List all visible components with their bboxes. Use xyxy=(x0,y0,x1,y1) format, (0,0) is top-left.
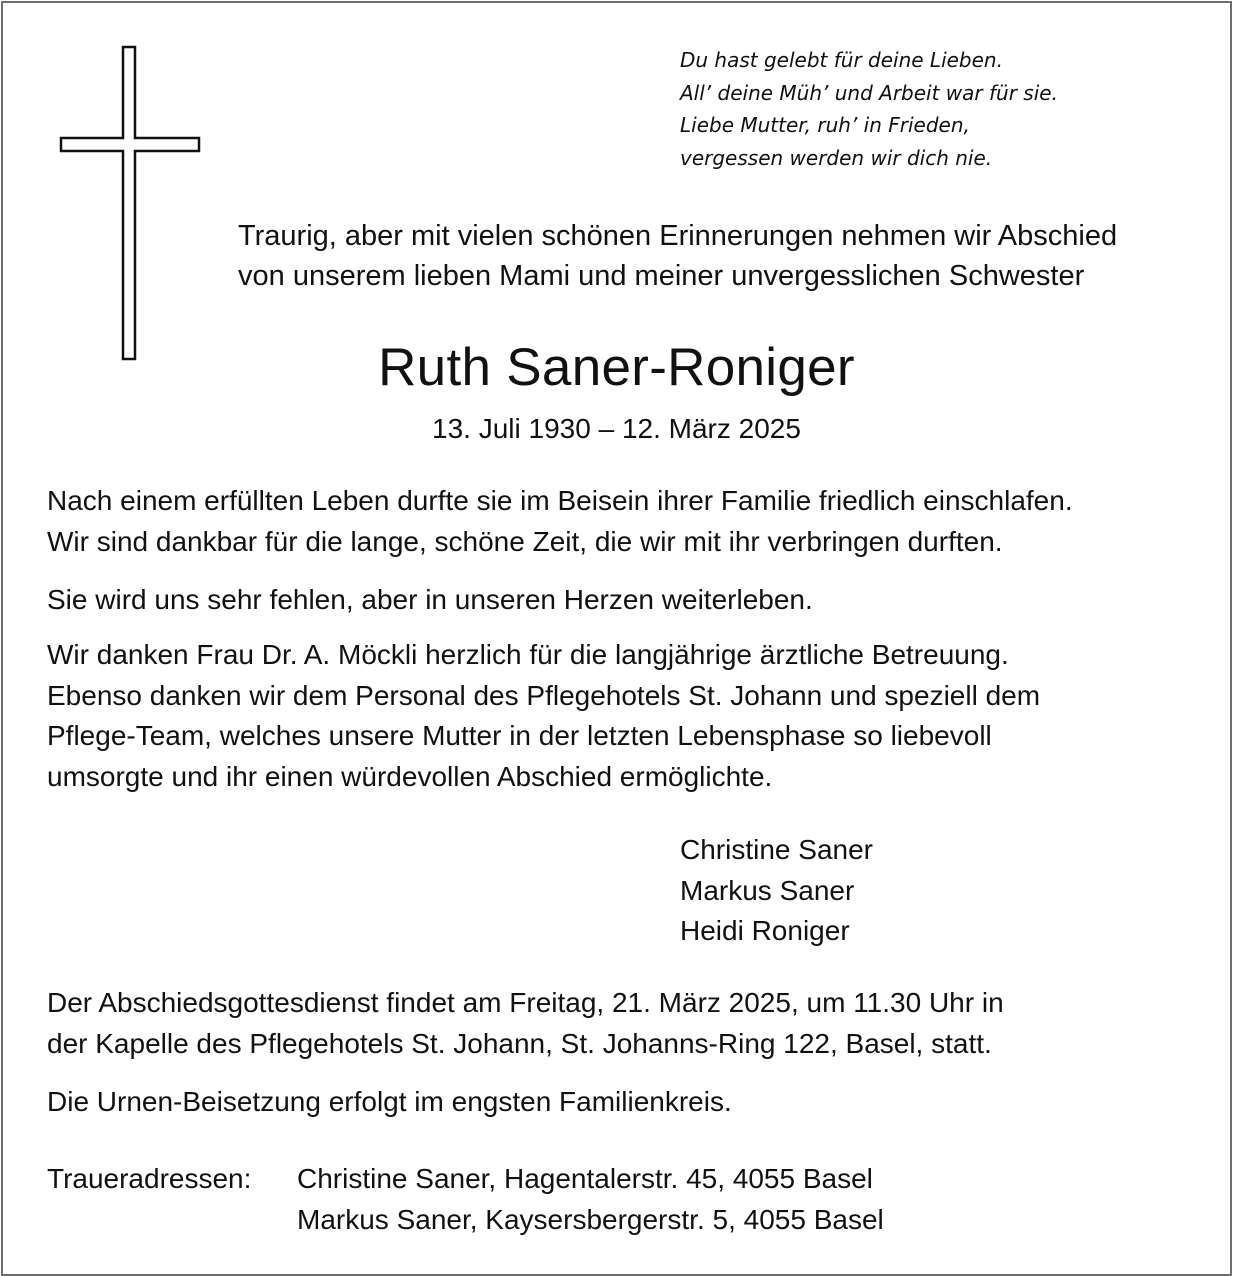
paragraph-line: Ebenso danken wir dem Personal des Pflegehotels St. Johann und speziell dem xyxy=(47,679,1041,711)
address-line: Markus Saner, Kaysersbergerstr. 5, 4055 Basel xyxy=(297,1203,884,1235)
signer-name: Heidi Roniger xyxy=(680,915,850,946)
poem-line: vergessen werden wir dich nie. xyxy=(680,145,993,170)
life-dates: 13. Juli 1930 – 12. März 2025 xyxy=(432,413,801,444)
addresses xyxy=(297,1159,884,1240)
paragraph-line: Die Urnen-Beisetzung erfolgt im engsten Familienkreis. xyxy=(47,1086,732,1117)
cross-icon xyxy=(58,45,202,363)
paragraph-missed xyxy=(47,580,813,621)
intro-line: Traurig, aber mit vielen schönen Erinnerungen nehmen wir Abschied xyxy=(238,220,1118,252)
paragraph-line: Nach einem erfüllten Leben durfte sie im Beisein ihrer Familie friedlich einschlafen. xyxy=(47,485,1073,516)
paragraph-farewell xyxy=(47,481,1073,562)
paragraph-service xyxy=(47,983,1004,1064)
paragraph-line: Pflege-Team, welches unsere Mutter in der letzten Lebensphase so liebevoll xyxy=(47,720,992,751)
paragraph-line: Der Abschiedsgottesdienst findet am Freitag, 21. März 2025, um 11.30 Uhr in xyxy=(47,987,1004,1018)
poem-line: Du hast gelebt für deine Lieben. xyxy=(680,48,1003,72)
intro-text xyxy=(238,216,1117,296)
paragraph-line: umsorgte und ihr einen würdevollen Abschied ermöglichte. xyxy=(47,760,773,792)
address-line: Christine Saner, Hagentalerstr. 45, 4055 Basel xyxy=(297,1163,873,1194)
paragraph-line: der Kapelle des Pflegehotels St. Johann, St. Johanns-Ring 122, Basel, statt. xyxy=(47,1027,992,1059)
poem-line: All’ deine Müh’ und Arbeit war für sie. xyxy=(680,80,1058,105)
signer-name: Christine Saner xyxy=(680,834,873,865)
paragraph-burial xyxy=(47,1082,732,1123)
poem-line: Liebe Mutter, ruh’ in Frieden, xyxy=(680,113,970,137)
poem xyxy=(680,44,1058,174)
paragraph-line: Sie wird uns sehr fehlen, aber in unseren Herzen weiterleben. xyxy=(47,584,813,615)
paragraph-line: Wir danken Frau Dr. A. Möckli herzlich für die langjährige ärztliche Betreuung. xyxy=(47,639,1009,670)
signer-name: Markus Saner xyxy=(680,874,855,906)
addresses-label: Traueradressen: xyxy=(47,1163,252,1194)
signers xyxy=(680,830,873,952)
paragraph-line: Wir sind dankbar für die lange, schöne Zeit, die wir mit ihr verbringen durften. xyxy=(47,525,1003,557)
intro-line: von unserem lieben Mami und meiner unvergesslichen Schwester xyxy=(238,260,1085,292)
paragraph-thanks xyxy=(47,635,1040,797)
deceased-name: Ruth Saner-Roniger xyxy=(378,338,855,397)
